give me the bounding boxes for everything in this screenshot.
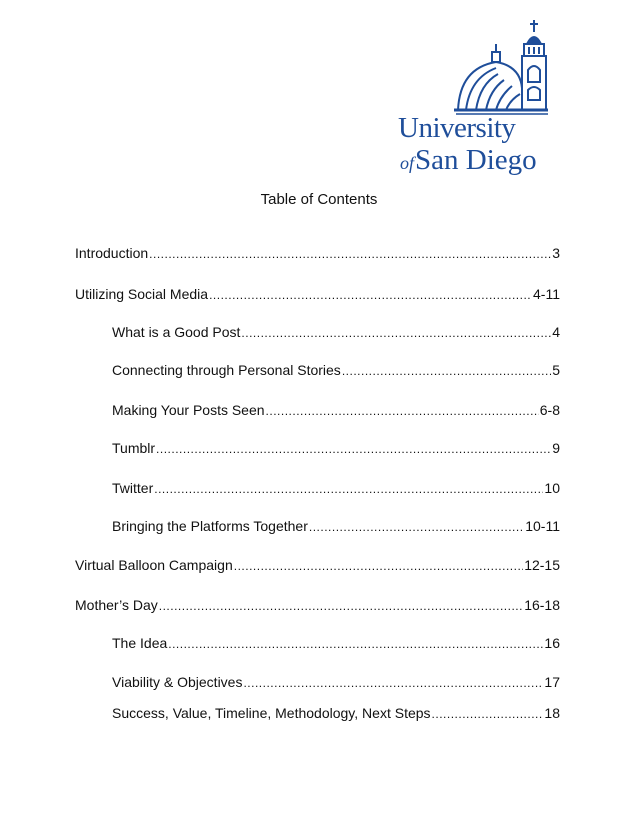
dot-leader [243, 674, 543, 692]
dot-leader [209, 286, 532, 304]
toc-entry-page: 3 [552, 245, 560, 261]
toc-entry-page: 5 [552, 362, 560, 378]
dot-leader [309, 518, 524, 536]
toc-entry-the-idea[interactable] [112, 634, 560, 652]
logo-of-text: of [400, 153, 415, 173]
dot-leader [156, 440, 551, 458]
dot-leader [266, 402, 539, 420]
toc-entry-page: 4-11 [533, 286, 560, 302]
logo-san-diego-label: San Diego [415, 144, 537, 176]
toc-entry-introduction[interactable] [75, 244, 560, 262]
toc-entry-title: Utilizing Social Media [75, 286, 209, 302]
toc-entry-title: Viability & Objectives [112, 674, 243, 690]
toc-entry-posts-seen[interactable] [112, 401, 560, 419]
toc-entry-page: 12-15 [524, 557, 560, 573]
dot-leader [168, 635, 543, 653]
toc-entry-mothers-day[interactable] [75, 596, 560, 614]
toc-entry-title: Tumblr [112, 440, 156, 456]
toc-entry-good-post[interactable] [112, 323, 560, 341]
toc-entry-title: Mother’s Day [75, 597, 158, 613]
toc-entry-tumblr[interactable] [112, 439, 560, 457]
dot-leader [154, 480, 543, 498]
toc-entry-page: 16-18 [524, 597, 560, 613]
logo-university-text: University [398, 112, 516, 144]
dot-leader [432, 705, 544, 723]
toc-entry-title: Introduction [75, 245, 149, 261]
toc-entry-page: 4 [552, 324, 560, 340]
toc-entry-social-media[interactable] [75, 285, 560, 303]
toc-entry-title: Virtual Balloon Campaign [75, 557, 233, 573]
toc-entry-title: Bringing the Platforms Together [112, 518, 308, 534]
toc-entry-title: Making Your Posts Seen [112, 402, 265, 418]
toc-entry-title: The Idea [112, 635, 168, 651]
toc-entry-viability[interactable] [112, 673, 560, 691]
dot-leader [241, 324, 551, 342]
toc-entry-page: 6-8 [539, 402, 560, 418]
toc-entry-next-steps[interactable] [112, 704, 560, 722]
toc-entry-page: 10-11 [525, 518, 560, 534]
toc-entry-page: 17 [544, 674, 560, 690]
toc-entry-title: Connecting through Personal Stories [112, 362, 341, 378]
toc-entry-balloon-campaign[interactable] [75, 556, 560, 574]
toc-entry-page: 18 [544, 705, 560, 721]
toc-entry-page: 9 [552, 440, 560, 456]
toc-entry-page: 16 [544, 635, 560, 651]
page-title: Table of Contents [260, 191, 378, 208]
toc-entry-title: What is a Good Post [112, 324, 241, 340]
dot-leader [159, 597, 523, 615]
toc-entry-title: Success, Value, Timeline, Methodology, Next Steps [112, 705, 431, 721]
dot-leader [234, 557, 523, 575]
toc-entry-title: Twitter [112, 480, 154, 496]
toc-entry-platforms-together[interactable] [112, 517, 560, 535]
toc-entry-twitter[interactable] [112, 479, 560, 497]
toc-entry-personal-stories[interactable] [112, 361, 560, 379]
toc-entry-page: 10 [544, 480, 560, 496]
dot-leader [149, 245, 551, 263]
dot-leader [342, 362, 551, 380]
